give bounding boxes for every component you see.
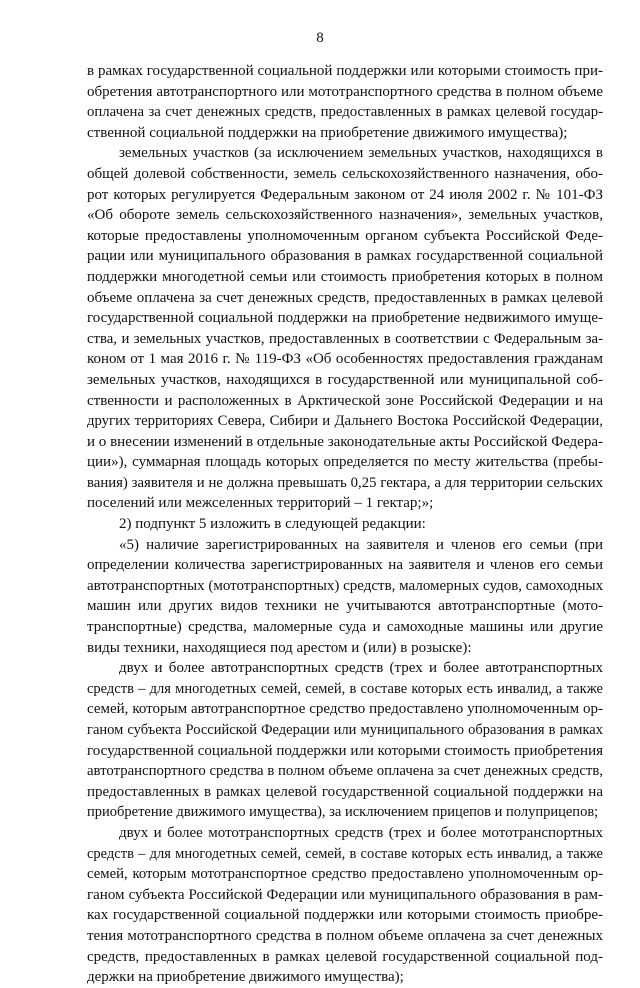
text-line: и о внесении изменений в отдельные законодательные акты Российской Федера-: [87, 433, 603, 450]
text-line: 2) подпункт 5 изложить в следующей редакции:: [119, 516, 426, 533]
text-line: «Об обороте земель сельскохозяйственного назначения», земельных участков,: [87, 207, 603, 224]
text-line: коном от 1 мая 2016 г. № 119-ФЗ «Об особенностях предоставления гражданам: [87, 351, 603, 368]
text-line: ственности и расположенных в Арктической зоне Российской Федерации и на: [87, 392, 603, 409]
text-line: семей, которым автотранспортное средство предоставлено уполномоченным ор-: [87, 701, 603, 718]
page-number: 8: [316, 30, 324, 46]
text-line: ганом субъекта Российской Федерации или муниципального образования в рамках: [87, 722, 603, 738]
text-line: поддержки многодетной семьи или стоимость приобретения которых в полном: [87, 268, 603, 285]
text-line: других территориях Севера, Сибири и Дальнего Востока Российской Федерации,: [87, 413, 603, 430]
text-line: вания) заявителя и не должна превышать 0,25 гектара, а для территории сельских: [87, 474, 603, 491]
text-line: автотранспортных (мототранспортных) средств, маломерных судов, самоходных: [87, 577, 603, 594]
document-body: [87, 61, 603, 988]
text-line: транспортные) средства, маломерные суда и самоходные машины или другие: [87, 619, 603, 636]
text-line: предоставленных в рамках целевой государственной социальной поддержки на: [87, 783, 603, 800]
text-line: машин или других видов техники не учитываются автотранспортные (мото-: [87, 598, 603, 615]
text-line: автотранспортного средства в полном объеме оплачена за счет денежных средств,: [87, 763, 603, 780]
text-line: двух и более автотранспортных средств (трех и более автотранспортных: [119, 660, 603, 677]
text-line: тения мототранспортного средства в полном объеме оплачена за счет денежных: [87, 927, 603, 944]
text-line: объеме оплачена за счет денежных средств, предоставленных в рамках целевой: [87, 289, 603, 306]
text-line: общей долевой собственности, земель сельскохозяйственного назначения, обо-: [87, 165, 603, 182]
text-line: приобретение движимого имущества), за исключением прицепов и полуприцепов;: [87, 804, 599, 821]
text-line: рот которых регулируется Федеральным законом от 24 июля 2002 г. № 101-ФЗ: [87, 186, 603, 203]
text-line: ственной социальной поддержки на приобретение движимого имущества);: [87, 124, 568, 141]
text-line: виды техники, находящиеся под арестом и (или) в розыске):: [87, 639, 472, 656]
text-line: в рамках государственной социальной поддержки или которыми стоимость при-: [87, 63, 603, 79]
text-line: средств – для многодетных семей, семей, в составе которых есть инвалид, а также: [87, 845, 603, 862]
text-line: двух и более мототранспортных средств (трех и более мототранспортных: [119, 824, 603, 841]
text-line: ции»), суммарная площадь которых определяется по месту жительства (пребы-: [87, 454, 603, 471]
text-line: ках государственной социальной поддержки или которыми стоимость приобре-: [87, 907, 603, 924]
text-line: обретения автотранспортного или мототранспортного средства в полном объеме: [87, 83, 603, 100]
text-line: средств, предоставленных в рамках целевой государственной социальной под-: [87, 948, 603, 965]
text-line: государственной социальной поддержки на приобретение недвижимого имуще-: [87, 310, 603, 327]
text-line: рации или муниципального образования в рамках государственной социальной: [87, 248, 603, 265]
text-line: ства, и земельных участков, предоставленных в соответствии с Федеральным за-: [87, 330, 603, 347]
text-line: средств – для многодетных семей, семей, в составе которых есть инвалид, а также: [87, 680, 603, 697]
text-line: ганом субъекта Российской Федерации или муниципального образования в рам-: [87, 886, 603, 903]
text-line: земельных участков, находящихся в государственной или муниципальной соб-: [87, 371, 603, 388]
text-line: земельных участков (за исключением земельных участков, находящихся в: [119, 145, 603, 162]
text-line: оплачена за счет денежных средств, предоставленных в рамках целевой государ-: [87, 104, 603, 121]
text-line: государственной социальной поддержки или которыми стоимость приобретения: [87, 742, 603, 759]
text-line: определении количества зарегистрированных на заявителя и членов его семьи: [87, 557, 603, 574]
text-line: держки на приобретение движимого имущества);: [87, 969, 404, 986]
text-line: поселений или межселенных территорий – 1 гектар;»;: [87, 495, 434, 512]
text-line: которые предоставлены уполномоченным органом субъекта Российской Феде-: [87, 227, 603, 244]
text-line: семей, которым мототранспортное средство предоставлено уполномоченным ор-: [87, 866, 603, 883]
text-line: «5) наличие зарегистрированных на заявителя и членов его семьи (при: [119, 536, 603, 553]
